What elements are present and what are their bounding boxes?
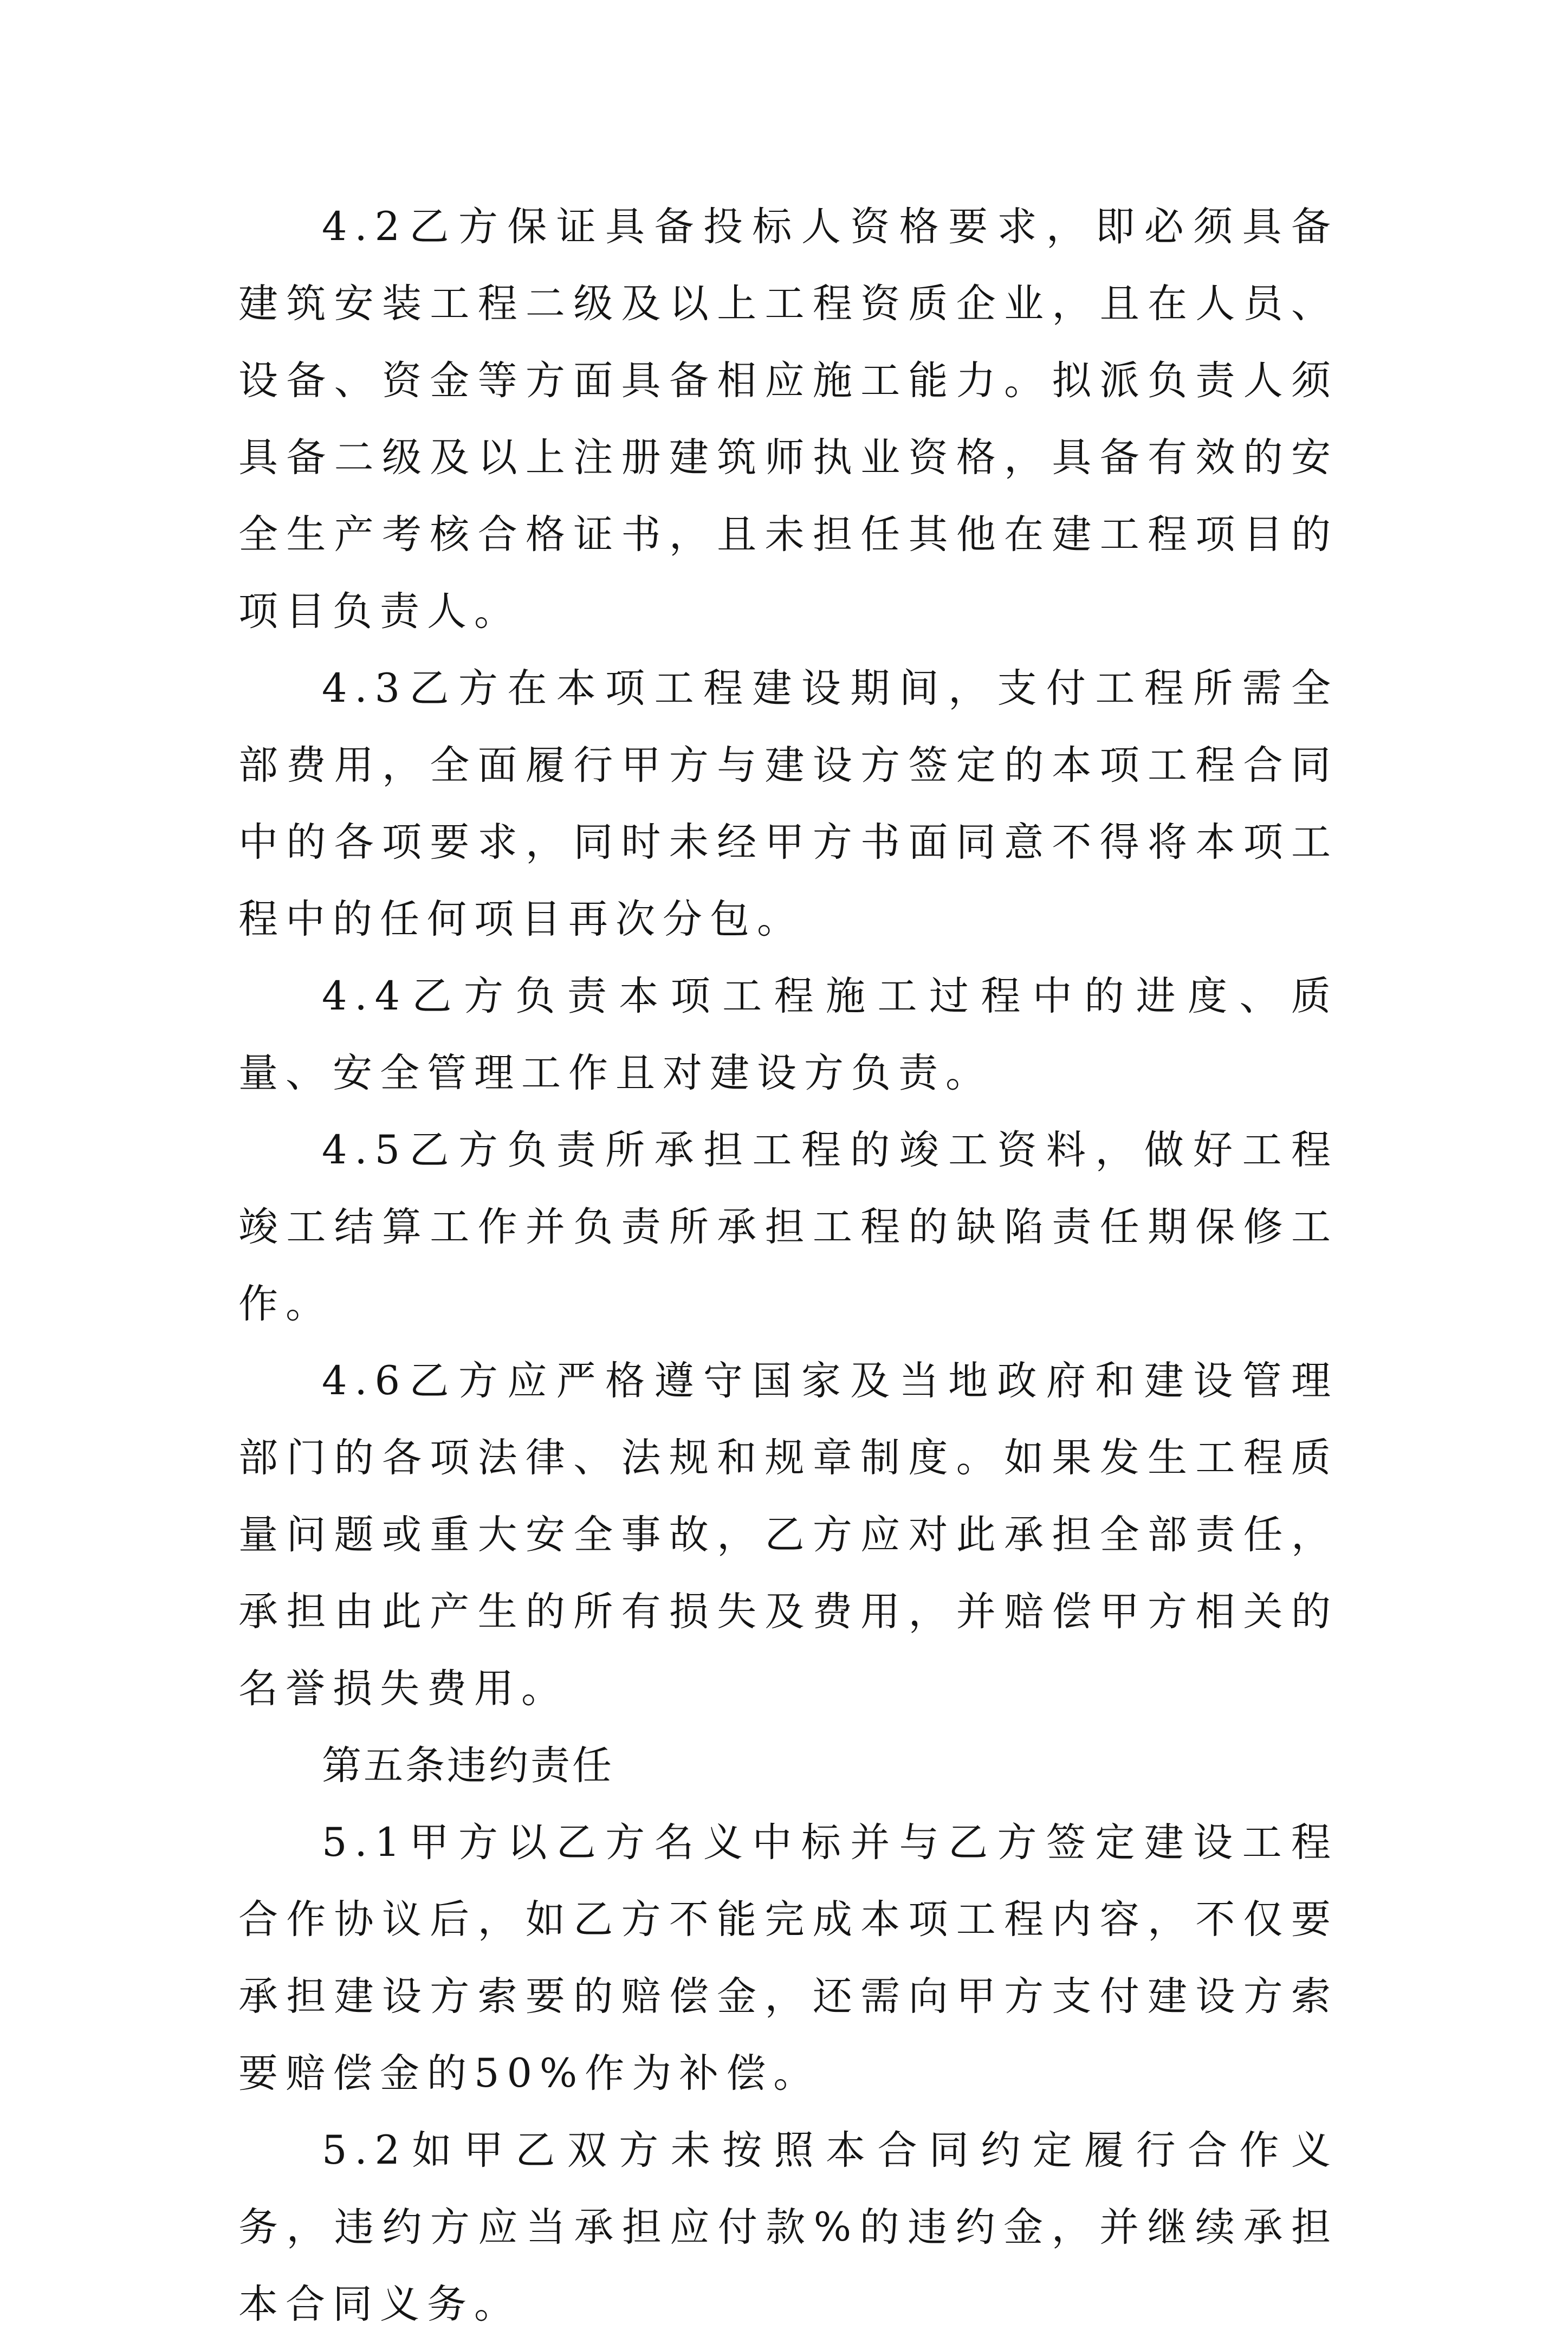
paragraph-5-2: 5.2如甲乙双方未按照本合同约定履行合作义务，违约方应当承担应付款%的违约金，并继续承担本合同义务。 (238, 2127, 1338, 2327)
paragraph-4-2: 4.2乙方保证具备投标人资格要求，即必须具备建筑安装工程二级及以上工程资质企业，且在人员、设备、资金等方面具备相应施工能力。拟派负责人须具备二级及以上注册建筑师执业资格，具备有效的安全生产考核合格证书，且未担任其他在建工程项目的项目负责人。 (238, 204, 1338, 635)
document-body (238, 189, 1338, 2343)
paragraph-4-4: 4.4乙方负责本项工程施工过程中的进度、质量、安全管理工作且对建设方负责。 (238, 973, 1338, 1096)
paragraph-5-1: 5.1甲方以乙方名义中标并与乙方签定建设工程合作协议后，如乙方不能完成本项工程内容，不仅要承担建设方索要的赔偿金，还需向甲方支付建设方索要赔偿金的50%作为补偿。 (238, 1820, 1338, 2096)
paragraph-4-3: 4.3乙方在本项工程建设期间，支付工程所需全部费用，全面履行甲方与建设方签定的本项工程合同中的各项要求，同时未经甲方书面同意不得将本项工程中的任何项目再次分包。 (238, 665, 1338, 942)
paragraph-4-5: 4.5乙方负责所承担工程的竣工资料，做好工程竣工结算工作并负责所承担工程的缺陷责任期保修工作。 (238, 1127, 1338, 1327)
section-heading: 第五条违约责任 (322, 1743, 614, 1789)
paragraph-4-6: 4.6乙方应严格遵守国家及当地政府和建设管理部门的各项法律、法规和规章制度。如果发生工程质量问题或重大安全事故，乙方应对此承担全部责任，承担由此产生的所有损失及费用，并赔偿甲方相关的名誉损失费用。 (238, 1358, 1338, 1712)
